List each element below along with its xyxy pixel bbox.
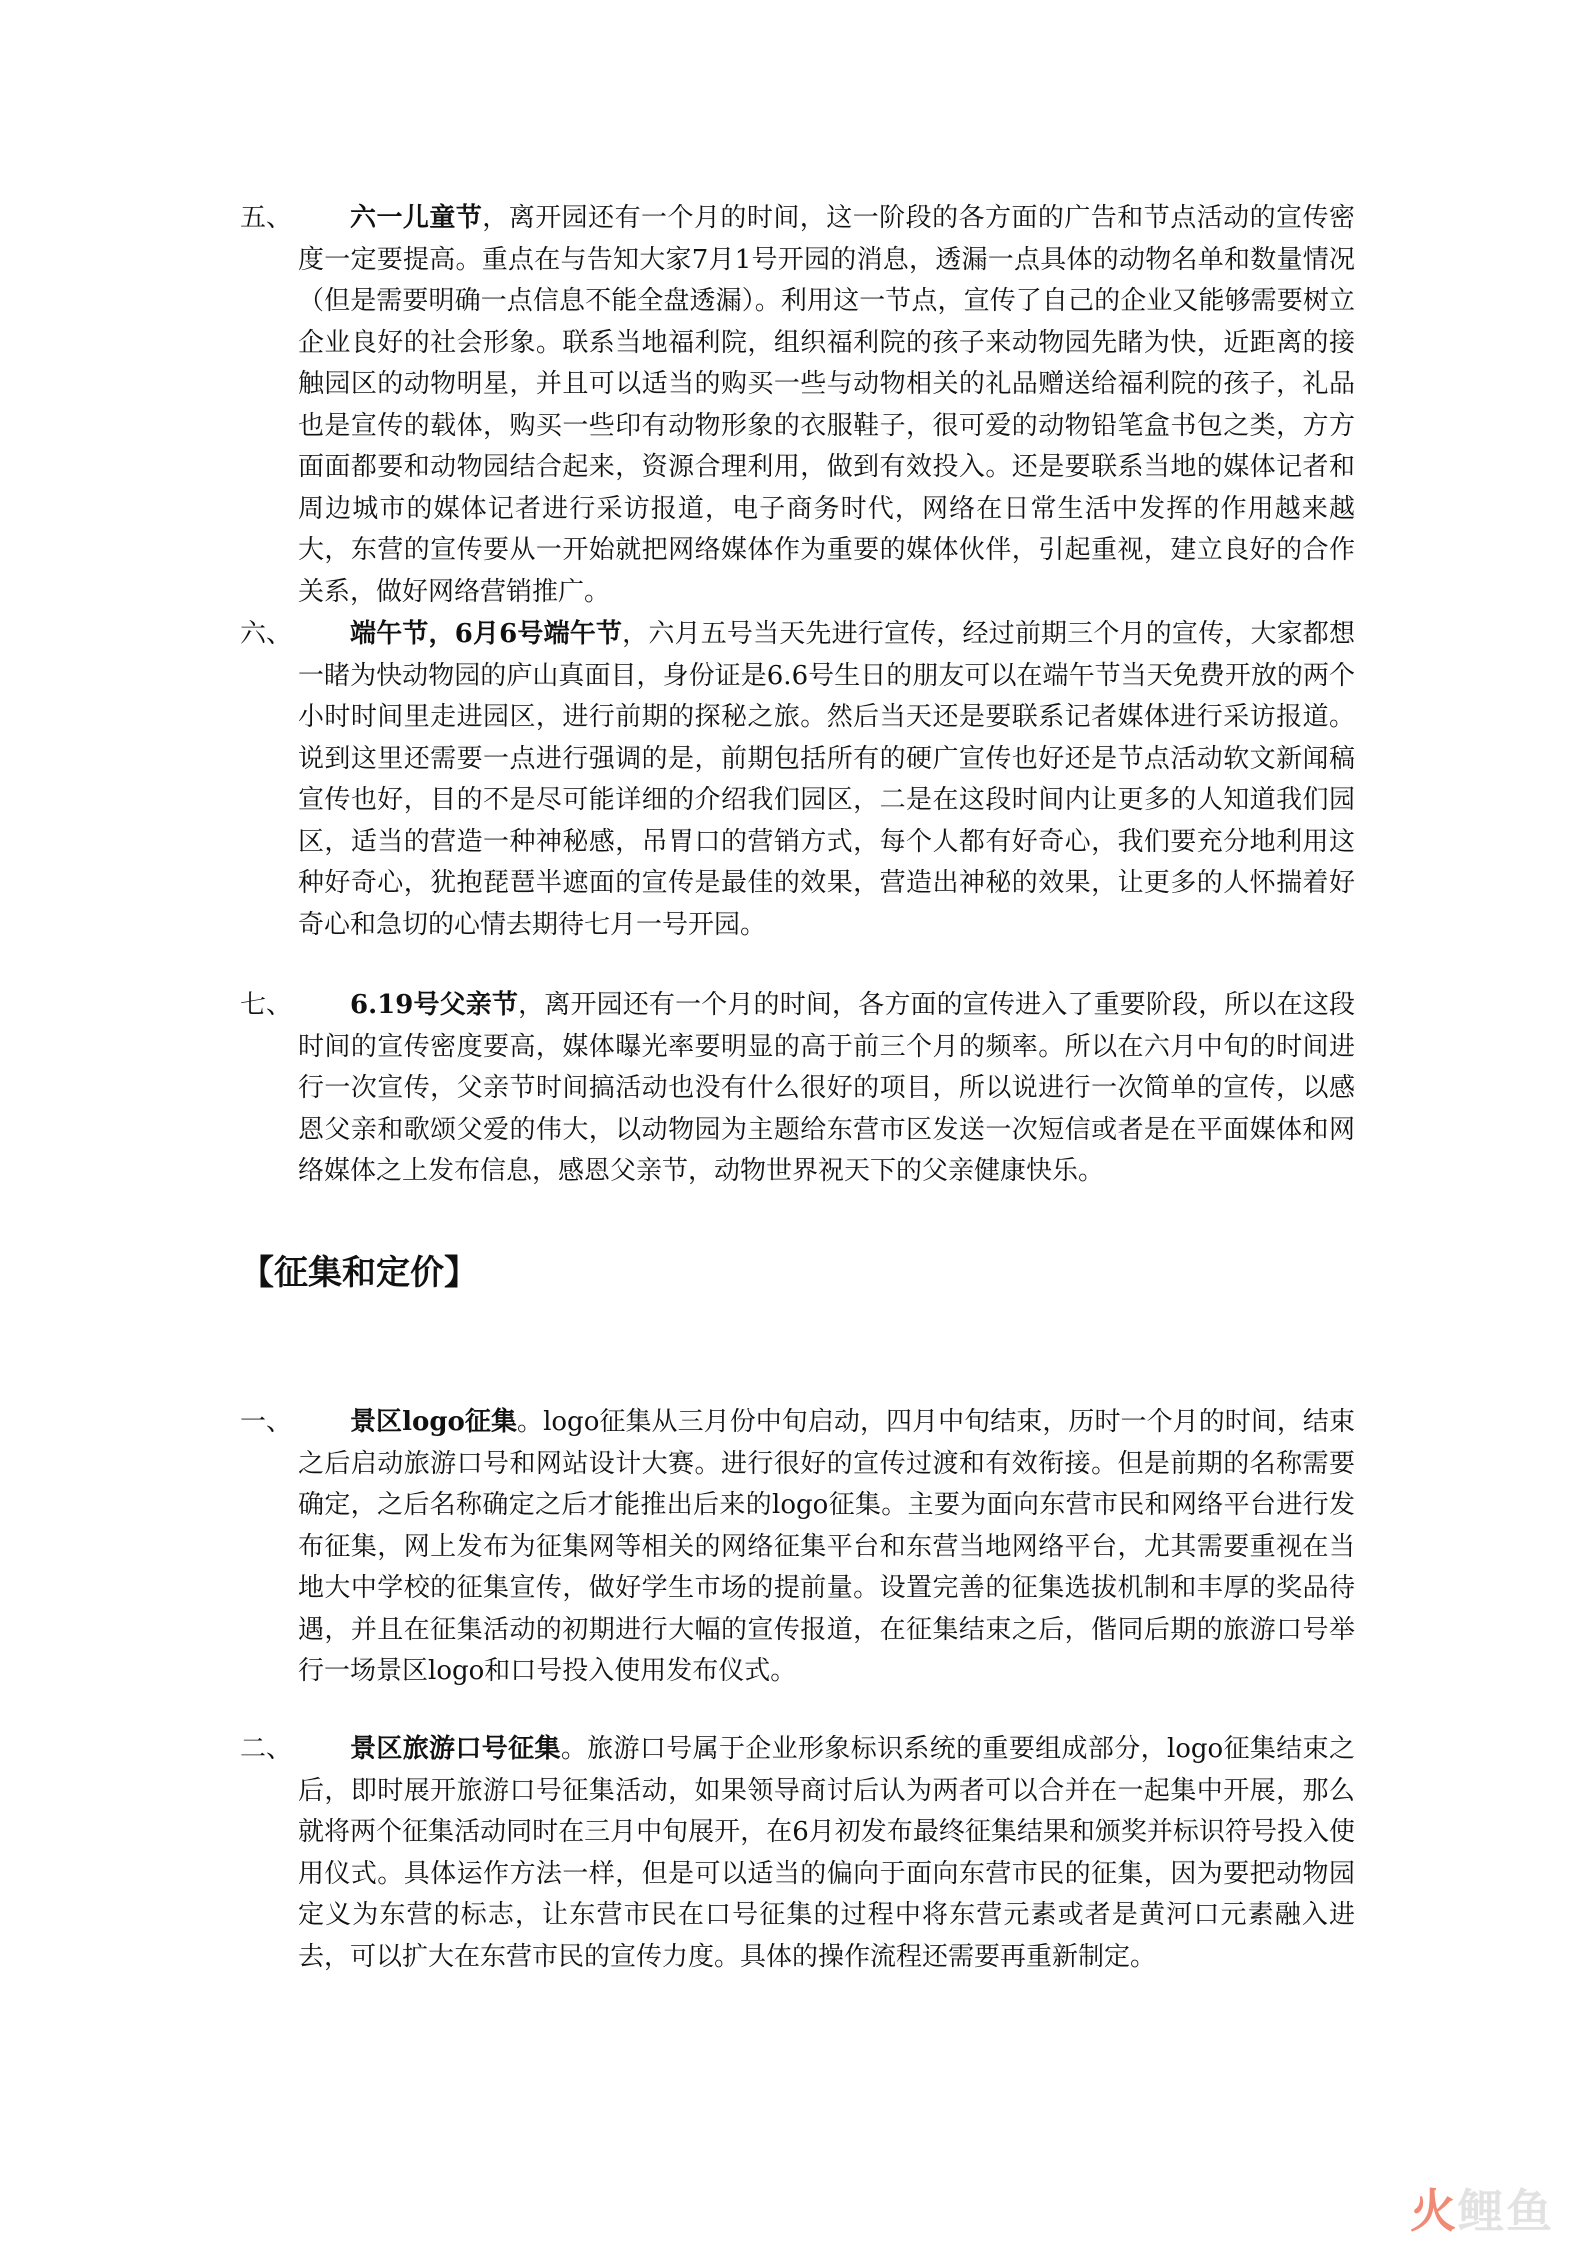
section-number: 六、	[240, 619, 293, 649]
watermark-logo	[1410, 2175, 1554, 2241]
section-number: 二、	[240, 1734, 293, 1764]
section-heading: 【征集和定价】	[240, 1253, 478, 1293]
watermark-rest: 鲤鱼	[1458, 2184, 1554, 2238]
section-lead: 六一儿童节	[350, 203, 483, 233]
section-six	[240, 614, 1355, 946]
section-number: 一、	[240, 1407, 293, 1437]
section-number: 五、	[240, 203, 293, 233]
section-paragraph	[298, 1729, 1355, 1978]
section-text: ，六月五号当天先进行宣传，经过前期三个月的宣传，大家都想一睹为快动物园的庐山真面目，身份证是6.6号生日的朋友可以在端午节当天免费开放的两个小时时间里走进园区，进行前期的探秘之旅。然后当天还是要联系记者媒体进行采访报道。说到这里还需要一点进行强调的是，前期包括所有的硬广宣传也好还是节点活动软文新闻稿宣传也好，目的不是尽可能详细的介绍我们园区，二是在这段时间内让更多的人知道我们园区，适当的营造一种神秘感，吊胃口的营销方式，每个人都有好奇心，我们要充分地利用这种好奇心，犹抱琵琶半遮面的宣传是最佳的效果，营造出神秘的效果，让更多的人怀揣着好奇心和急切的心情去期待七月一号开园。	[298, 619, 1355, 940]
section-lead: 端午节，6月6号端午节	[350, 619, 623, 649]
section-lead: 景区旅游口号征集	[350, 1734, 561, 1764]
section-one	[240, 1402, 1355, 1693]
section-two	[240, 1729, 1355, 1978]
section-five	[240, 198, 1355, 613]
section-seven	[240, 985, 1355, 1193]
section-paragraph	[298, 198, 1355, 613]
section-text: 。旅游口号属于企业形象标识系统的重要组成部分，logo征集结束之后，即时展开旅游口号征集活动，如果领导商讨后认为两者可以合并在一起集中开展，那么就将两个征集活动同时在三月中旬展开，在6月初发布最终征集结果和颁奖并标识符号投入使用仪式。具体运作方法一样，但是可以适当的偏向于面向东营市民的征集，因为要把动物园定义为东营的标志，让东营市民在口号征集的过程中将东营元素或者是黄河口元素融入进去，可以扩大在东营市民的宣传力度。具体的操作流程还需要再重新制定。	[298, 1734, 1355, 1972]
section-paragraph	[298, 1402, 1355, 1693]
section-paragraph	[298, 614, 1355, 946]
section-lead: 景区logo征集	[350, 1407, 518, 1437]
section-lead: 6.19号父亲节	[350, 990, 519, 1020]
section-text: 。logo征集从三月份中旬启动，四月中旬结束，历时一个月的时间，结束之后启动旅游口号和网站设计大赛。进行很好的宣传过渡和有效衔接。但是前期的名称需要确定，之后名称确定之后才能推出后来的logo征集。主要为面向东营市民和网络平台进行发布征集，网上发布为征集网等相关的网络征集平台和东营当地网络平台，尤其需要重视在当地大中学校的征集宣传，做好学生市场的提前量。设置完善的征集选拔机制和丰厚的奖品待遇，并且在征集活动的初期进行大幅的宣传报道，在征集结束之后，偕同后期的旅游口号举行一场景区logo和口号投入使用发布仪式。	[298, 1407, 1355, 1686]
section-paragraph	[298, 985, 1355, 1193]
section-number: 七、	[240, 990, 293, 1020]
section-text: ，离开园还有一个月的时间，各方面的宣传进入了重要阶段，所以在这段时间的宣传密度要高，媒体曝光率要明显的高于前三个月的频率。所以在六月中旬的时间进行一次宣传，父亲节时间搞活动也没有什么很好的项目，所以说进行一次简单的宣传，以感恩父亲和歌颂父爱的伟大，以动物园为主题给东营市区发送一次短信或者是在平面媒体和网络媒体之上发布信息，感恩父亲节，动物世界祝天下的父亲健康快乐。	[298, 990, 1355, 1186]
watermark-accent: 火	[1410, 2184, 1458, 2238]
section-text: ，离开园还有一个月的时间，这一阶段的各方面的广告和节点活动的宣传密度一定要提高。重点在与告知大家7月1号开园的消息，透漏一点具体的动物名单和数量情况（但是需要明确一点信息不能全盘透漏）。利用这一节点，宣传了自己的企业又能够需要树立企业良好的社会形象。联系当地福利院，组织福利院的孩子来动物园先睹为快，近距离的接触园区的动物明星，并且可以适当的购买一些与动物相关的礼品赠送给福利院的孩子，礼品也是宣传的载体，购买一些印有动物形象的衣服鞋子，很可爱的动物铅笔盒书包之类，方方面面都要和动物园结合起来，资源合理利用，做到有效投入。还是要联系当地的媒体记者和周边城市的媒体记者进行采访报道，电子商务时代，网络在日常生活中发挥的作用越来越大，东营的宣传要从一开始就把网络媒体作为重要的媒体伙伴，引起重视，建立良好的合作关系，做好网络营销推广。	[298, 203, 1355, 607]
